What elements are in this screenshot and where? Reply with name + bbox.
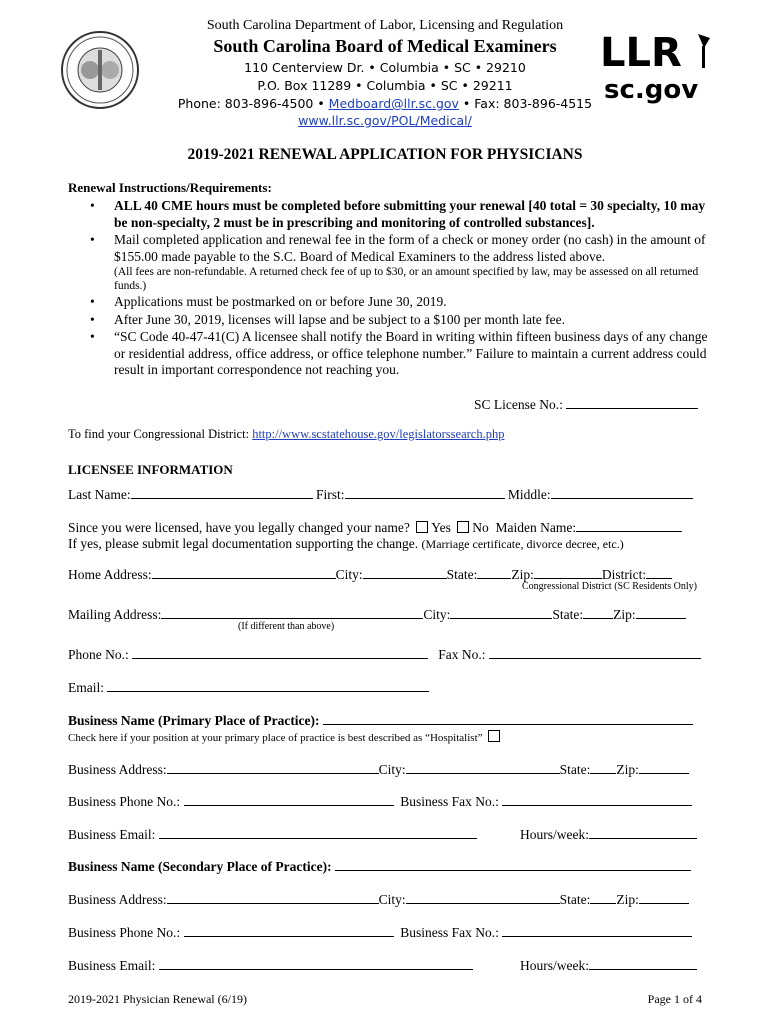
bullet: • bbox=[90, 198, 95, 213]
board-name: South Carolina Board of Medical Examiners bbox=[213, 36, 557, 56]
email-field[interactable] bbox=[107, 679, 429, 692]
secondary-fax-label: Business Fax No.: bbox=[400, 925, 499, 940]
mailing-note: (If different than above) bbox=[238, 621, 335, 632]
yes-checkbox[interactable] bbox=[416, 521, 428, 533]
name-change-row bbox=[68, 519, 682, 536]
no-label: No bbox=[472, 520, 489, 535]
secondary-phone-label: Business Phone No.: bbox=[68, 925, 181, 940]
secondary-address-field[interactable] bbox=[167, 891, 379, 904]
primary-zip-label: Zip: bbox=[616, 762, 639, 777]
phone-label: Phone No.: bbox=[68, 647, 129, 662]
mailing-city-field[interactable] bbox=[450, 606, 552, 619]
license-number-field[interactable] bbox=[566, 396, 698, 409]
mailing-state-label: State: bbox=[552, 607, 584, 622]
district-field[interactable] bbox=[646, 566, 672, 579]
phone-field[interactable] bbox=[132, 646, 428, 659]
bullet: • bbox=[90, 311, 95, 327]
licensee-heading: LICENSEE INFORMATION bbox=[68, 462, 233, 477]
mailing-city-label: City: bbox=[423, 607, 451, 622]
page-title: 2019-2021 RENEWAL APPLICATION FOR PHYSICIANS bbox=[187, 146, 583, 163]
primary-hours-row bbox=[520, 826, 697, 843]
primary-address-label: Business Address: bbox=[68, 762, 167, 777]
fee-requirement: Mail completed application and renewal fee in the form of a check or money order (no cash) in the amount of $155.00 made payable to the S.C. Board of Medical Examiners to the address listed above. bbox=[114, 232, 706, 264]
mailing-zip-field[interactable] bbox=[636, 606, 686, 619]
home-zip-label: Zip: bbox=[511, 567, 534, 582]
bullet: • bbox=[90, 329, 95, 344]
home-address-label: Home Address: bbox=[68, 567, 152, 582]
name-change-instructions bbox=[68, 536, 624, 552]
board-email-link[interactable]: Medboard@llr.sc.gov bbox=[328, 96, 459, 111]
fee-note: (All fees are non-refundable. A returned check fee of up to $30, or an amount specified by law, may be assessed on all returned funds.) bbox=[114, 266, 699, 292]
last-name-label: Last Name: bbox=[68, 487, 131, 502]
phone-text: Phone: 803-896-4500 • bbox=[177, 96, 329, 111]
instructions-heading: Renewal Instructions/Requirements: bbox=[68, 180, 272, 195]
primary-address-field[interactable] bbox=[167, 761, 379, 774]
hospitalist-row bbox=[68, 730, 503, 744]
fax-text: • Fax: 803-896-4515 bbox=[458, 96, 593, 111]
secondary-hours-field[interactable] bbox=[589, 957, 697, 970]
first-name-label: First: bbox=[315, 487, 345, 502]
primary-email-row bbox=[68, 826, 477, 843]
primary-fax-label: Business Fax No.: bbox=[400, 794, 499, 809]
primary-business-label: Business Name (Primary Place of Practice): bbox=[68, 713, 320, 728]
secondary-email-field[interactable] bbox=[159, 957, 473, 970]
list-item bbox=[68, 312, 708, 329]
website-link[interactable]: www.llr.sc.gov/POL/Medical/ bbox=[298, 113, 472, 128]
fax-label: Fax No.: bbox=[438, 647, 486, 662]
primary-email-label: Business Email: bbox=[68, 827, 156, 842]
footer-form-id: 2019-2021 Physician Renewal (6/19) bbox=[68, 992, 247, 1006]
primary-email-field[interactable] bbox=[159, 826, 477, 839]
email-row bbox=[68, 679, 429, 696]
late-fee-notice: After June 30, 2019, licenses will lapse and be subject to a $100 per month late fee. bbox=[114, 311, 565, 327]
address-change-notice: “SC Code 40-47-41(C) A licensee shall notify the Board in writing within fifteen business days of any change or residential address, office address, or office telephone number.” Failure to maintain a current address could result in important correspondence not reaching you. bbox=[114, 329, 708, 377]
primary-business-row bbox=[68, 712, 693, 729]
primary-city-label: City: bbox=[378, 762, 406, 777]
district-finder-link[interactable]: http://www.scstatehouse.gov/legislatorssearch.php bbox=[252, 427, 505, 441]
email-label: Email: bbox=[68, 680, 104, 695]
primary-hours-label: Hours/week: bbox=[520, 827, 589, 842]
primary-fax-field[interactable] bbox=[502, 793, 692, 806]
list-item bbox=[68, 232, 708, 293]
hospitalist-label: Check here if your position at your primary place of practice is best described as “Hospitalist” bbox=[68, 732, 483, 744]
website-line bbox=[0, 113, 770, 128]
secondary-address-row bbox=[68, 891, 689, 908]
home-state-label: State: bbox=[446, 567, 478, 582]
list-item bbox=[68, 329, 708, 379]
home-zip-field[interactable] bbox=[534, 566, 602, 579]
phone-fax-row bbox=[68, 646, 701, 663]
list-item bbox=[68, 294, 708, 311]
logo-top-text: LLR bbox=[600, 30, 682, 76]
mailing-address-row bbox=[68, 606, 686, 623]
primary-state-field[interactable] bbox=[590, 761, 616, 774]
primary-zip-field[interactable] bbox=[639, 761, 689, 774]
license-number-row bbox=[474, 396, 698, 413]
secondary-phone-field[interactable] bbox=[184, 924, 394, 937]
middle-name-field[interactable] bbox=[551, 486, 693, 499]
instructions-list bbox=[68, 198, 708, 380]
primary-business-field[interactable] bbox=[323, 712, 693, 725]
yes-label: Yes bbox=[431, 520, 451, 535]
home-state-field[interactable] bbox=[477, 566, 511, 579]
district-finder bbox=[68, 427, 504, 442]
primary-address-row bbox=[68, 761, 689, 778]
list-item bbox=[68, 198, 708, 231]
address-line-2: P.O. Box 11289 • Columbia • SC • 29211 bbox=[257, 78, 513, 93]
secondary-zip-label: Zip: bbox=[616, 892, 639, 907]
secondary-city-label: City: bbox=[378, 892, 406, 907]
hospitalist-checkbox[interactable] bbox=[488, 730, 500, 742]
address-line-1: 110 Centerview Dr. • Columbia • SC • 29210 bbox=[244, 60, 526, 75]
if-yes-text: If yes, please submit legal documentation supporting the change. bbox=[68, 536, 419, 551]
mailing-zip-label: Zip: bbox=[613, 607, 636, 622]
department-name: South Carolina Department of Labor, Licensing and Regulation bbox=[206, 18, 564, 33]
no-checkbox[interactable] bbox=[457, 521, 469, 533]
footer-page-number: Page 1 of 4 bbox=[647, 992, 702, 1006]
secondary-business-row bbox=[68, 858, 691, 875]
secondary-city-field[interactable] bbox=[406, 891, 560, 904]
secondary-state-label: State: bbox=[559, 892, 591, 907]
district-finder-text: To find your Congressional District: bbox=[68, 427, 253, 441]
secondary-email-row bbox=[68, 957, 473, 974]
primary-state-label: State: bbox=[559, 762, 591, 777]
middle-name-label: Middle: bbox=[507, 487, 551, 502]
secondary-hours-row bbox=[520, 957, 697, 974]
logo-bottom-text: sc.gov bbox=[604, 75, 699, 105]
secondary-email-label: Business Email: bbox=[68, 958, 156, 973]
district-note: Congressional District (SC Residents Only) bbox=[522, 581, 697, 592]
secondary-hours-label: Hours/week: bbox=[520, 958, 589, 973]
name-row bbox=[68, 486, 693, 503]
contact-line bbox=[0, 96, 770, 111]
secondary-address-label: Business Address: bbox=[68, 892, 167, 907]
secondary-business-field[interactable] bbox=[335, 858, 691, 871]
home-city-field[interactable] bbox=[363, 566, 447, 579]
secondary-phone-fax-row bbox=[68, 924, 692, 941]
secondary-zip-field[interactable] bbox=[639, 891, 689, 904]
mailing-address-label: Mailing Address: bbox=[68, 607, 162, 622]
primary-city-field[interactable] bbox=[406, 761, 560, 774]
name-change-question: Since you were licensed, have you legally changed your name? bbox=[68, 520, 410, 535]
fax-field[interactable] bbox=[489, 646, 701, 659]
maiden-name-label: Maiden Name: bbox=[495, 520, 577, 535]
secondary-state-field[interactable] bbox=[590, 891, 616, 904]
postmark-requirement: Applications must be postmarked on or before June 30, 2019. bbox=[114, 294, 447, 309]
primary-phone-field[interactable] bbox=[184, 793, 394, 806]
bullet: • bbox=[90, 232, 95, 247]
maiden-name-field[interactable] bbox=[576, 519, 682, 532]
first-name-field[interactable] bbox=[345, 486, 505, 499]
primary-hours-field[interactable] bbox=[589, 826, 697, 839]
bullet: • bbox=[90, 294, 95, 309]
home-city-label: City: bbox=[335, 567, 363, 582]
district-label: District: bbox=[601, 567, 647, 582]
if-yes-note: (Marriage certificate, divorce decree, etc.) bbox=[421, 537, 624, 551]
secondary-business-label: Business Name (Secondary Place of Practice): bbox=[68, 859, 332, 874]
mailing-state-field[interactable] bbox=[583, 606, 613, 619]
license-number-label: SC License No.: bbox=[474, 397, 563, 412]
secondary-fax-field[interactable] bbox=[502, 924, 692, 937]
mailing-address-field[interactable] bbox=[161, 606, 423, 619]
primary-phone-label: Business Phone No.: bbox=[68, 794, 181, 809]
home-address-field[interactable] bbox=[152, 566, 336, 579]
cme-requirement: ALL 40 CME hours must be completed before submitting your renewal [40 total = 30 specialty, 10 may be non-specialty, 2 must be in prescribing and monitoring of controlled substances]. bbox=[114, 198, 706, 230]
primary-phone-fax-row bbox=[68, 793, 692, 810]
last-name-field[interactable] bbox=[131, 486, 313, 499]
